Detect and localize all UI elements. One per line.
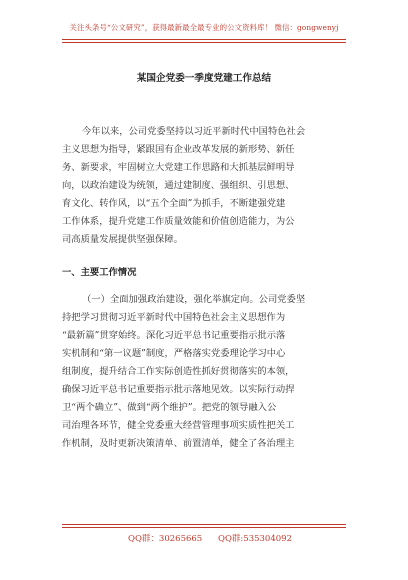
intro-line: 向，以政治建设为统领，通过建制度、强组织、引思想、: [62, 180, 295, 191]
footer-qq-group-2: QQ群:535304092: [218, 534, 292, 544]
section-heading: 一、主要工作情况: [62, 267, 137, 278]
section-line: 司治理各环节，健全党委重大经营管理事项实质性把关工: [62, 420, 295, 431]
intro-line: 司高质量发展提供坚强保障。: [62, 234, 183, 245]
intro-line: 工作体系，提升党建工作质量效能和价值创造能力，为公: [62, 216, 295, 227]
section-line: 实机制和“第一议题”制度，严格落实党委理论学习中心: [62, 348, 286, 359]
section-line: 持把学习贯彻习近平新时代中国特色社会主义思想作为: [62, 312, 286, 323]
header-banner: 关注头条号“公文研究”，获得最新最全最专业的公文资料库！ 微信：gongwenyj: [69, 23, 339, 32]
intro-line: 务、新要求，牢固树立大党建工作思路和大抓基层鲜明导: [62, 162, 295, 173]
section-line: 作机制，及时更新决策清单、前置清单，健全了各治理主: [62, 438, 295, 449]
footer: [0, 532, 408, 544]
section-line: “最新篇”贯穿始终。深化习近平总书记重要指示批示落: [62, 330, 286, 341]
header-divider-thin: [62, 42, 346, 43]
section-line: 组制度，提升结合工作实际创造性抓好贯彻落实的本领，: [62, 366, 295, 377]
footer-qq-group-1: QQ群：30265665: [128, 534, 203, 544]
header-divider: [62, 39, 346, 40]
footer-divider-thin: [62, 527, 346, 528]
section-line: 卫“两个确立”、做到“两个维护”。把党的领导融入公: [62, 402, 277, 413]
intro-line: 育文化、转作风，以“五个全面”为抓手，不断建强党建: [62, 198, 286, 209]
intro-line: 主义思想为指导，紧跟国有企业改革发展的新形势、新任: [62, 144, 295, 155]
section-line: （一）全面加强政治建设，强化举旗定向。公司党委坚: [82, 294, 306, 305]
section-line: 确保习近平总书记重要指示批示落地见效。以实际行动捍: [62, 384, 295, 395]
intro-line: 今年以来，公司党委坚持以习近平新时代中国特色社会: [82, 126, 306, 137]
footer-divider: [62, 524, 346, 525]
document-title: 某国企党委一季度党建工作总结: [136, 73, 272, 84]
